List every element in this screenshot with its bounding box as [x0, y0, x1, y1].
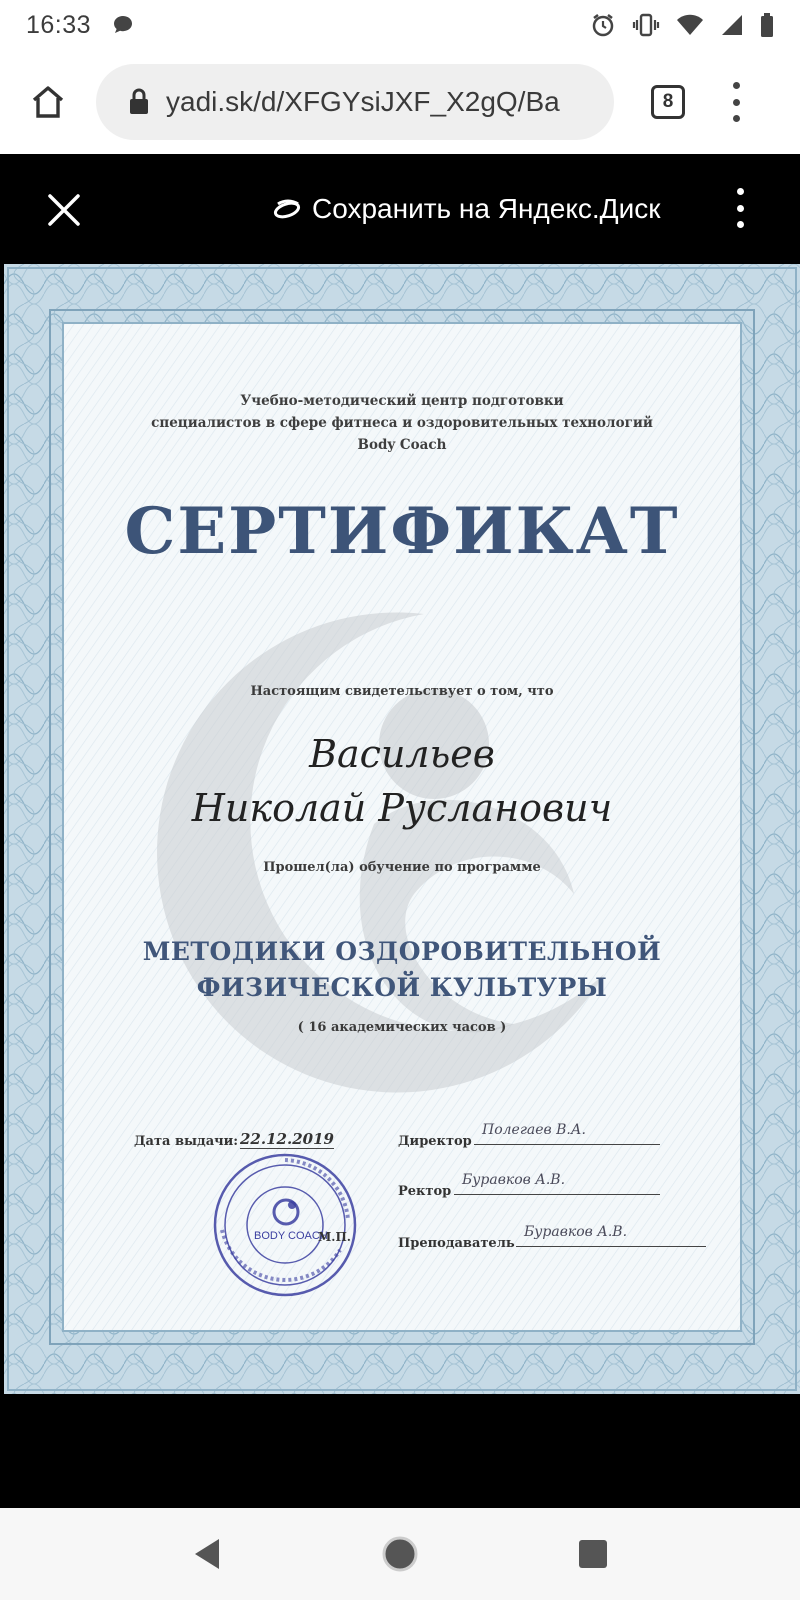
home-icon — [28, 82, 68, 122]
tab-switcher-button[interactable]: 8 — [651, 85, 685, 119]
battery-icon — [760, 13, 774, 37]
home-nav-button[interactable] — [370, 1524, 430, 1584]
teacher-signature-line — [516, 1246, 706, 1247]
certificate-image — [4, 264, 800, 1394]
rector-label: Ректор — [398, 1184, 452, 1199]
org-line-3: Body Coach — [357, 437, 447, 453]
save-to-disk-label: Сохранить на Яндекс.Диск — [312, 193, 661, 224]
message-icon — [111, 13, 135, 37]
program-line-2: ФИЗИЧЕСКОЙ КУЛЬТУРЫ — [196, 973, 608, 1002]
home-button[interactable] — [24, 78, 72, 126]
teacher-signature: Буравков А.В. — [524, 1224, 628, 1240]
rector-signature-line — [454, 1194, 660, 1195]
certificate-title: СЕРТИФИКАТ — [124, 494, 680, 569]
completed-text: Прошел(ла) обучение по программе — [263, 860, 541, 875]
address-bar[interactable] — [96, 64, 614, 140]
official-stamp-icon — [210, 1150, 360, 1300]
hours-text: ( 16 академических часов ) — [297, 1020, 507, 1035]
recents-button[interactable] — [563, 1524, 623, 1584]
signal-icon — [720, 13, 744, 37]
director-signature-line — [474, 1144, 660, 1145]
more-vert-icon[interactable] — [724, 82, 748, 122]
back-icon — [191, 1537, 223, 1571]
yandex-disk-icon — [272, 198, 302, 220]
save-to-disk-button[interactable] — [272, 186, 661, 232]
home-circle-icon — [381, 1535, 419, 1573]
recents-icon — [578, 1539, 608, 1569]
close-icon — [42, 188, 86, 232]
issue-date-label: Дата выдачи: — [134, 1134, 239, 1149]
issue-date-value: 22.12.2019 — [240, 1130, 334, 1148]
certificate-body — [62, 322, 742, 1332]
alarm-icon — [590, 12, 616, 38]
recipient-surname: Васильев — [309, 732, 495, 776]
certifies-text: Настоящим свидетельствует о том, что — [250, 684, 554, 699]
teacher-label: Преподаватель — [398, 1236, 515, 1251]
back-button[interactable] — [177, 1524, 237, 1584]
recipient-given-names: Николай Русланович — [191, 786, 613, 830]
vibrate-icon — [632, 13, 660, 37]
director-label: Директор — [398, 1134, 472, 1149]
status-bar — [0, 0, 800, 50]
body-coach-watermark — [134, 594, 654, 1114]
org-line-1: Учебно-методический центр подготовки — [240, 393, 564, 409]
viewer-more-vert-icon[interactable] — [728, 188, 752, 228]
url-text: yadi.sk/d/XFGYsiJXF_X2gQ/Ba — [166, 86, 560, 117]
stamp-mp-text: М.П. — [318, 1230, 351, 1244]
lock-icon — [128, 88, 150, 116]
wifi-icon — [676, 14, 704, 36]
rector-signature: Буравков А.В. — [462, 1172, 566, 1188]
browser-toolbar — [0, 50, 800, 154]
system-nav-bar — [0, 1508, 800, 1600]
program-line-1: МЕТОДИКИ ОЗДОРОВИТЕЛЬНОЙ — [142, 937, 662, 966]
viewer-toolbar — [0, 154, 800, 264]
director-signature: Полегаев В.А. — [482, 1122, 586, 1138]
status-time: 16:33 — [26, 10, 92, 39]
stamp-center-text: BODY COACH — [254, 1230, 328, 1242]
org-line-2: специалистов в сфере фитнеса и оздоровительных технологий — [151, 415, 653, 431]
close-button[interactable] — [42, 188, 86, 232]
